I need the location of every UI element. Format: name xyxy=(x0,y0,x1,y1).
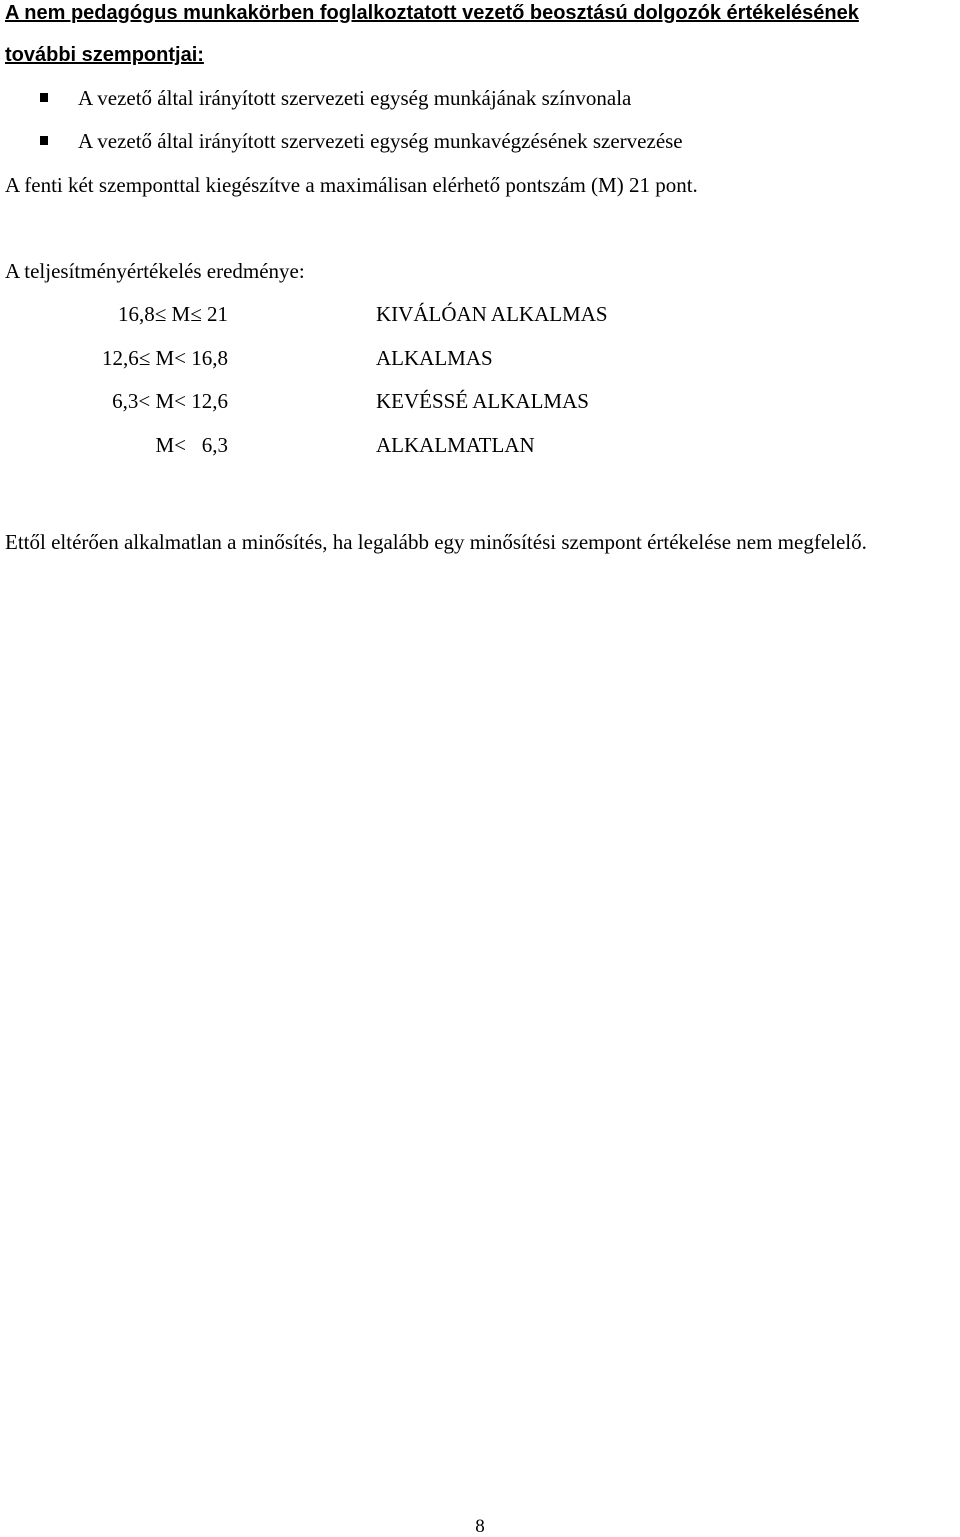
grade-condition: 6,3< M< 12,6 xyxy=(112,389,228,413)
grade-label: ALKALMATLAN xyxy=(376,433,535,457)
bullet-text: A vezető által irányított szervezeti egység munkájának színvonala xyxy=(78,86,632,110)
section-heading-line-2: további szempontjai: xyxy=(5,44,204,66)
result-intro: A teljesítményértékelés eredménye: xyxy=(5,259,305,283)
grade-row xyxy=(0,433,960,461)
page-number: 8 xyxy=(475,1516,485,1537)
section-heading-line-1: A nem pedagógus munkakörben foglalkoztatott vezető beosztású dolgozók értékelésének xyxy=(5,2,859,24)
grade-condition: M< 6,3 xyxy=(155,433,228,457)
grade-label: KEVÉSSÉ ALKALMAS xyxy=(376,389,589,413)
square-bullet-icon xyxy=(40,93,48,102)
bullet-text: A vezető által irányított szervezeti egység munkavégzésének szervezése xyxy=(78,129,683,153)
grade-label: KIVÁLÓAN ALKALMAS xyxy=(376,302,608,326)
grade-row xyxy=(0,346,960,374)
grade-condition: 12,6≤ M< 16,8 xyxy=(101,346,228,370)
final-paragraph: Ettől eltérően alkalmatlan a minősítés, ha legalább egy minősítési szempont értékelése nem megfelelő. xyxy=(5,530,867,554)
square-bullet-icon xyxy=(40,136,48,145)
grade-row xyxy=(0,302,960,330)
grade-label: ALKALMAS xyxy=(376,346,493,370)
grade-row xyxy=(0,389,960,417)
max-points-paragraph: A fenti két szemponttal kiegészítve a maximálisan elérhető pontszám (M) 21 pont. xyxy=(5,173,698,197)
grade-condition: 16,8≤ M≤ 21 xyxy=(118,302,228,326)
